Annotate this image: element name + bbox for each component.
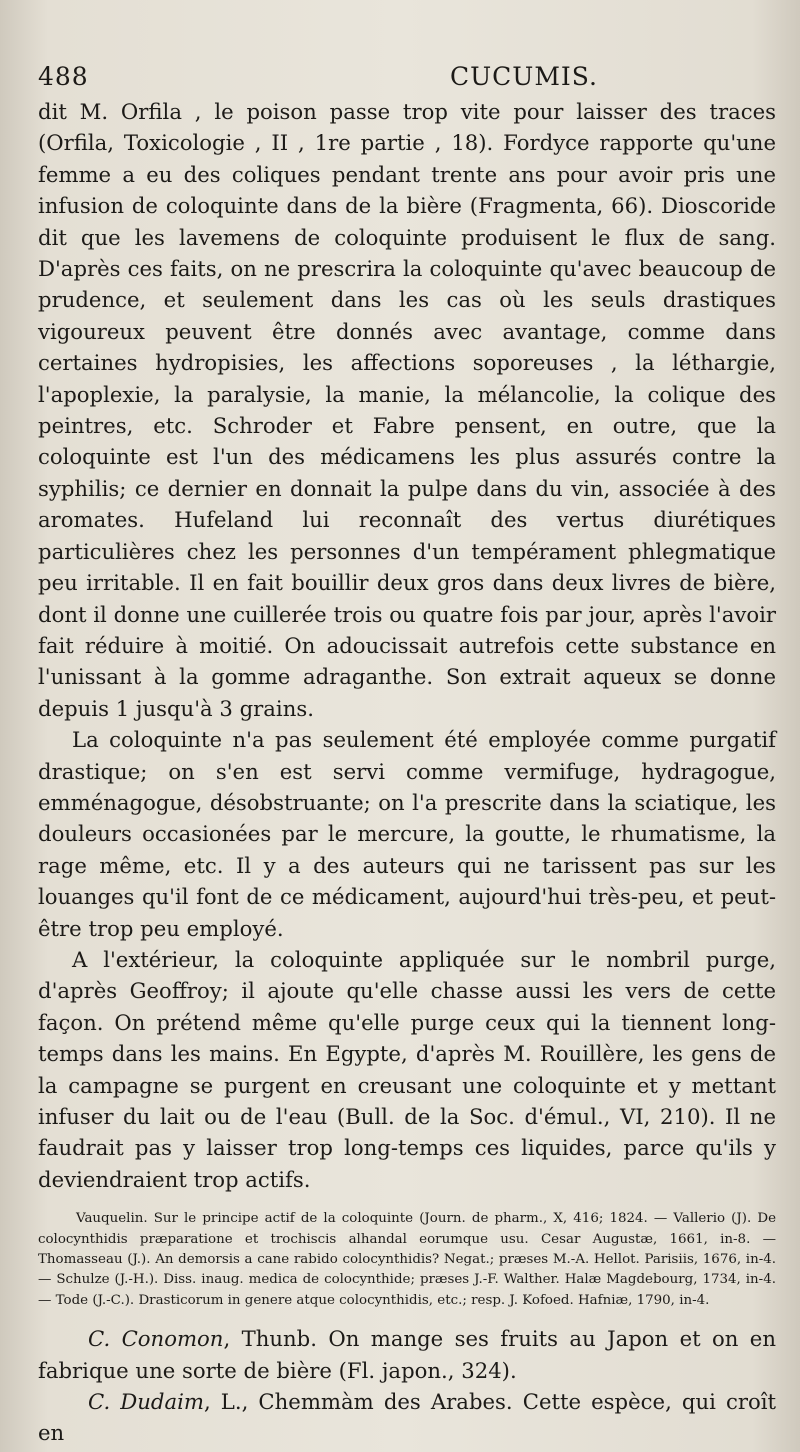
main-text bbox=[38, 96, 776, 1195]
species-text: , Thunb. On mange ses fruits au Japon et on en fabrique une sorte de bière (Fl. japon., 324). bbox=[38, 1326, 776, 1383]
species-name: C. Dudaim bbox=[88, 1389, 204, 1415]
page-header bbox=[38, 62, 598, 96]
species-text: , L., Chemmàm des Arabes. Cette espèce, qui croît en bbox=[38, 1389, 776, 1446]
species-name: C. Conomon bbox=[88, 1326, 224, 1352]
page-number: 488 bbox=[38, 62, 89, 91]
species-entry-conomon bbox=[38, 1323, 776, 1386]
paragraph-continued: dit M. Orfila , le poison passe trop vite pour laisser des traces (Orfila, Toxicologie , II , 1re partie , 18). Fordyce rapporte qu'une femme a eu des coliques pendant trente ans pour avoir pris une infusion de coloquinte dans de la bière (Fragmenta, 66). Dioscoride dit que les lavemens de coloquinte produisent le flux de sang. D'après ces faits, on ne prescrira la coloquinte qu'avec beaucoup de prudence, et seulement dans les cas où les seuls drastiques vigoureux peuvent être donnés avec avantage, comme dans certaines hydropisies, les affections soporeuses , la léthargie, l'apoplexie, la paralysie, la manie, la mélancolie, la colique des peintres, etc. Schroder et Fabre pensent, en outre, que la coloquinte est l'un des médicamens les plus assurés contre la syphilis; ce dernier en donnait la pulpe dans du vin, associée à des aromates. Hufeland lui reconnaît des vertus diurétiques particulières chez les personnes d'un tempérament phlegmatique peu irritable. Il en fait bouillir deux gros dans deux livres de bière, dont il donne une cuillerée trois ou quatre fois par jour, après l'avoir fait réduire à moitié. On adoucissait autrefois cette substance en l'unissant à la gomme adraganthe. Son extrait aqueux se donne depuis 1 jusqu'à 3 grains. bbox=[38, 99, 776, 721]
species-entry-dudaim bbox=[38, 1386, 776, 1449]
paragraph-uses: La coloquinte n'a pas seulement été employée comme purgatif drastique; on s'en est servi comme vermifuge, hydragogue, emménagogue, désobstruante; on l'a prescrite dans la sciatique, les douleurs occasionées par le mercure, la goutte, le rhumatisme, la rage même, etc. Il y a des auteurs qui ne tarissent pas sur les louanges qu'il font de ce médicament, aujourd'hui très-peu, et peut-être trop peu employé. bbox=[38, 727, 776, 941]
bibliography-note: Vauquelin. Sur le principe actif de la coloquinte (Journ. de pharm., X, 416; 1824. — Vallerio (J). De colocynthidis præparatione et trochiscis alhandal eorumque usu. Cesar Augustæ, 1661, in-8. — Thomasseau (J.). An demorsis a cane rabido colocynthidis? Negat.; præses M.-A. Hellot. Parisiis, 1676, in-4. — Schulze (J.-H.). Diss. inaug. medica de colocynthide; præses J.-F. Walther. Halæ Magdebourg, 1734, in-4. — Tode (J.-C.). Drasticorum in genere atque colocynthidis, etc.; resp. J. Kofoed. Hafniæ, 1790, in-4. bbox=[38, 1211, 776, 1308]
running-title: CUCUMIS. bbox=[449, 62, 598, 91]
paragraph-external-use: A l'extérieur, la coloquinte appliquée sur le nombril purge, d'après Geoffroy; il ajoute qu'elle chasse aussi les vers de cette façon. On prétend même qu'elle purge ceux qui la tiennent long-temps dans les mains. En Egypte, d'après M. Rouillère, les gens de la campagne se purgent en creusant une coloquinte et y mettant infuser du lait ou de l'eau (Bull. de la Soc. d'émul., VI, 210). Il ne faudrait pas y laisser trop long-temps ces liquides, parce qu'ils y deviendraient trop actifs. bbox=[38, 946, 776, 1192]
